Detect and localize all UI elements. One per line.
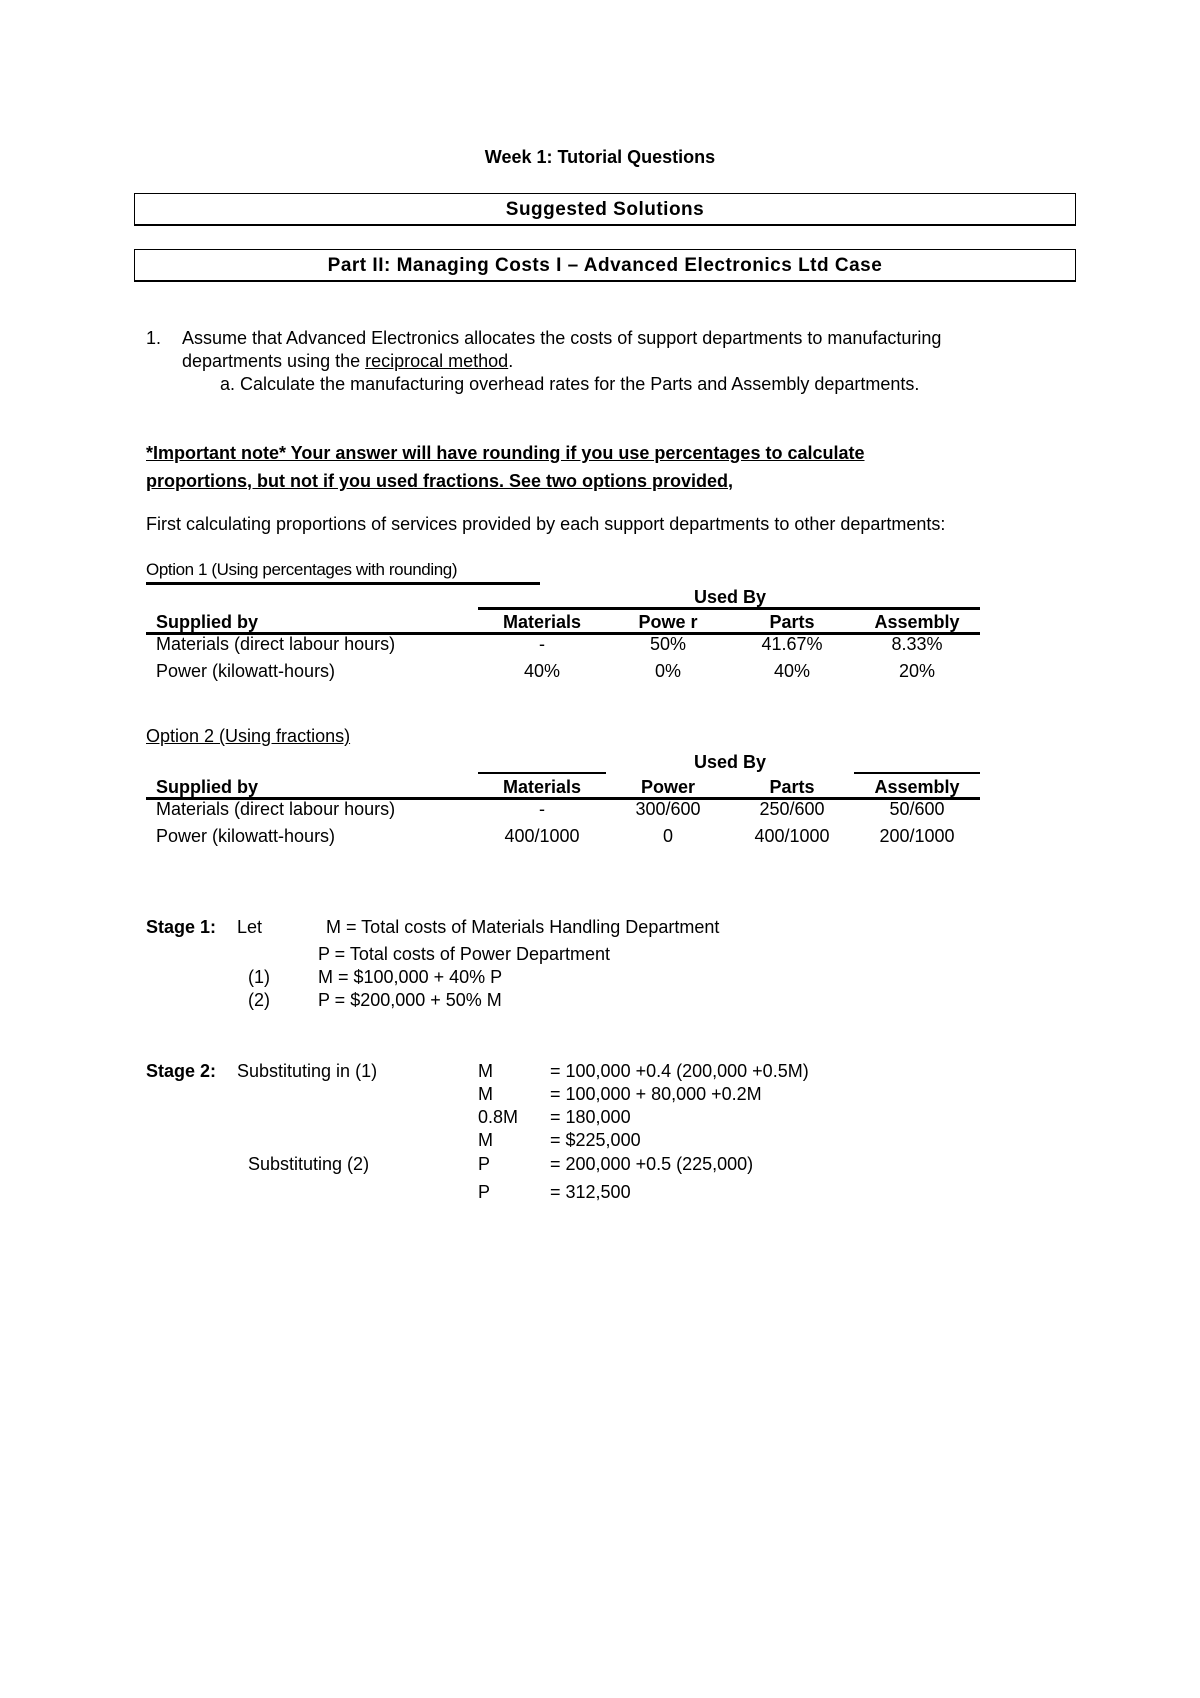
option2-heading: Option 2 (Using fractions) — [146, 726, 351, 746]
question-number: 1. — [146, 328, 162, 348]
option1-header-assembly: Assembly — [874, 612, 960, 632]
option1-row2-materials: 40% — [523, 661, 561, 681]
stage1-eq2: P = $200,000 + 50% M — [318, 990, 502, 1010]
option1-row1-materials: - — [539, 634, 545, 654]
option1-header-power: Powe r — [638, 612, 698, 632]
option2-header-materials: Materials — [502, 777, 582, 797]
stage1-let: Let — [237, 917, 263, 937]
stage1-eq1-number: (1) — [248, 967, 270, 987]
option2-row2-materials: 400/1000 — [504, 826, 580, 846]
option2-materials-rule — [478, 772, 606, 774]
stage2-substituting-2: Substituting (2) — [248, 1154, 370, 1174]
stage2-line1-var: M — [478, 1061, 493, 1081]
option2-row1-assembly: 50/600 — [889, 799, 945, 819]
important-note-line-2: proportions, but not if you used fractions. See two options provided, — [146, 471, 734, 491]
option1-row2-assembly: 20% — [898, 661, 936, 681]
option1-row1-assembly: 8.33% — [891, 634, 943, 654]
part-heading-box — [134, 249, 1076, 282]
option1-row1-power: 50% — [649, 634, 687, 654]
page-title: Week 1: Tutorial Questions — [484, 147, 716, 167]
stage2-line3-expr: = 180,000 — [550, 1107, 631, 1127]
option1-row2-parts: 40% — [773, 661, 811, 681]
option2-row1-parts: 250/600 — [759, 799, 825, 819]
reciprocal-method-term: reciprocal method — [365, 351, 509, 371]
stage2-line1-expr: = 100,000 +0.4 (200,000 +0.5M) — [550, 1061, 809, 1081]
stage2-label: Stage 2: — [146, 1061, 217, 1081]
option1-heading-rule — [146, 582, 540, 585]
option1-header-supplied-by: Supplied by — [156, 612, 259, 632]
part-heading-label: Part II: Managing Costs I – Advanced Electronics Ltd Case — [327, 255, 883, 276]
stage1-eq1: M = $100,000 + 40% P — [318, 967, 503, 987]
option1-heading: Option 1 (Using percentages with rounding) — [146, 560, 458, 579]
option1-row2-label: Power (kilowatt-hours) — [156, 661, 336, 681]
stage2-line6-var: P — [478, 1182, 491, 1202]
important-note-line-1: *Important note* Your answer will have rounding if you use percentages to calculate — [146, 443, 865, 463]
option1-header-parts: Parts — [769, 612, 815, 632]
stage2-line5-var: P — [478, 1154, 491, 1174]
option1-row1-label: Materials (direct labour hours) — [156, 634, 396, 654]
suggested-solutions-label: Suggested Solutions — [505, 199, 705, 220]
option1-used-by-rule — [478, 607, 980, 610]
stage2-substituting-1: Substituting in (1) — [237, 1061, 378, 1081]
option2-row1-label: Materials (direct labour hours) — [156, 799, 396, 819]
option1-header-materials: Materials — [502, 612, 582, 632]
option2-header-power: Power — [640, 777, 696, 797]
option1-used-by: Used By — [693, 587, 767, 607]
option2-row1-materials: - — [539, 799, 545, 819]
stage2-line4-var: M — [478, 1130, 493, 1150]
stage1-m-definition: M = Total costs of Materials Handling Department — [326, 917, 720, 937]
intro-text: First calculating proportions of services provided by each support departments to other departments: — [146, 514, 946, 534]
option1-row2-power: 0% — [654, 661, 681, 681]
stage2-line4-expr: = $225,000 — [550, 1130, 641, 1150]
option2-row1-power: 300/600 — [635, 799, 701, 819]
stage1-p-definition: P = Total costs of Power Department — [318, 944, 610, 964]
option2-assembly-rule — [854, 772, 980, 774]
stage1-label: Stage 1: — [146, 917, 217, 937]
suggested-solutions-box — [134, 193, 1076, 226]
stage2-line3-var: 0.8M — [478, 1107, 519, 1127]
option2-row2-assembly: 200/1000 — [879, 826, 955, 846]
option2-header-parts: Parts — [769, 777, 815, 797]
option2-row2-power: 0 — [662, 826, 673, 846]
question-line-2 — [182, 351, 513, 372]
stage2-line6-expr: = 312,500 — [550, 1182, 631, 1202]
option2-header-assembly: Assembly — [874, 777, 960, 797]
option1-row1-parts: 41.67% — [761, 634, 823, 654]
option2-used-by: Used By — [693, 752, 767, 772]
option2-header-supplied-by: Supplied by — [156, 777, 259, 797]
question-sub-a: a. Calculate the manufacturing overhead rates for the Parts and Assembly departments. — [220, 374, 920, 394]
question-line-2-pre: departments using the — [182, 351, 366, 371]
stage2-line2-expr: = 100,000 + 80,000 +0.2M — [550, 1084, 762, 1104]
stage2-line5-expr: = 200,000 +0.5 (225,000) — [550, 1154, 754, 1174]
question-line-2-post: . — [508, 351, 514, 371]
option2-row2-parts: 400/1000 — [754, 826, 830, 846]
stage1-eq2-number: (2) — [248, 990, 270, 1010]
question-line-1: Assume that Advanced Electronics allocates the costs of support departments to manufacturing — [182, 328, 942, 348]
stage2-line2-var: M — [478, 1084, 493, 1104]
option2-row2-label: Power (kilowatt-hours) — [156, 826, 336, 846]
